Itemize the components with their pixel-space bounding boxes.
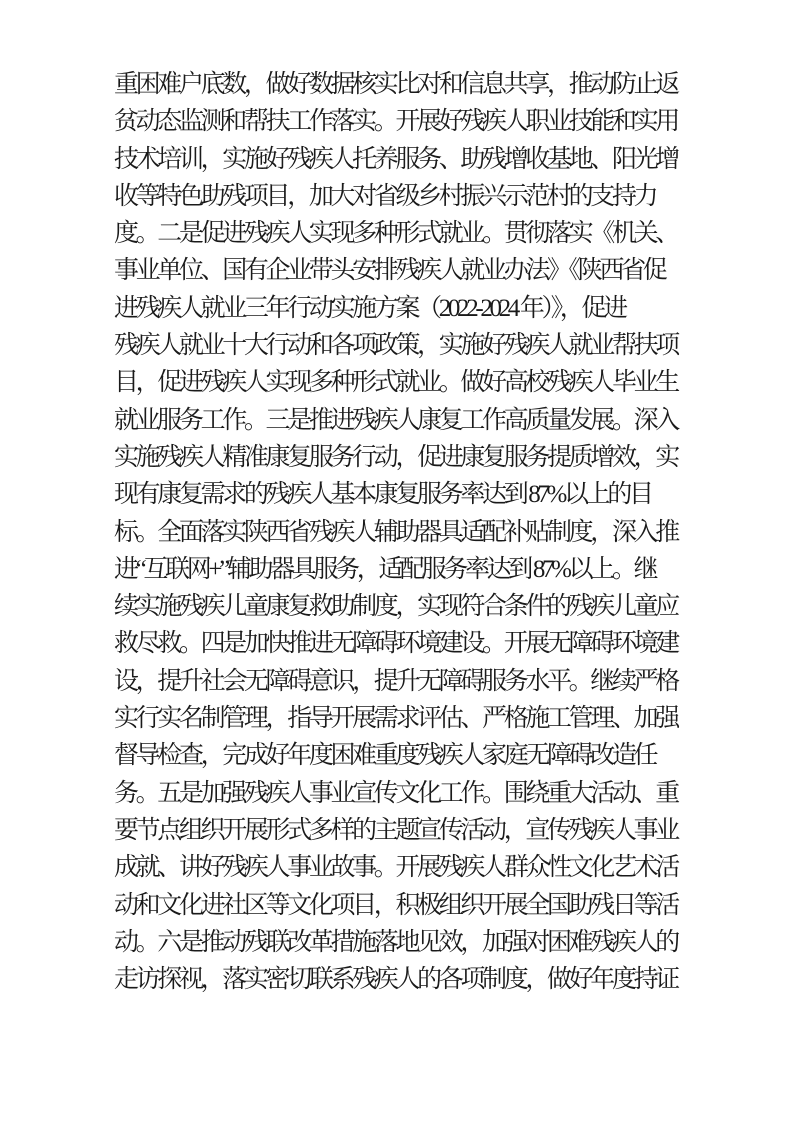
- text-line: 就业服务工作。三是推进残疾人康复工作高质量发展。深入: [114, 406, 677, 434]
- text-line: 实行实名制管理，指导开展需求评估、严格施工管理、加强: [114, 705, 677, 733]
- text-line: 现有康复需求的残疾人基本康复服务率达到 87%以上的目: [114, 481, 651, 509]
- text-line: 事业单位、国有企业带头安排残疾人就业办法》《陕西省促: [114, 257, 665, 285]
- text-line: 进残疾人就业三年行动实施方案（2022-2024 年）》，促进: [114, 294, 625, 322]
- text-line: 务。五是加强残疾人事业宣传文化工作。围绕重大活动、重: [114, 779, 677, 807]
- text-line: 督导检查，完成好年度困难重度残疾人家庭无障碍改造任: [114, 742, 656, 770]
- text-line: 标。全面落实陕西省残疾人辅助器具适配补贴制度，深入推: [114, 518, 677, 546]
- text-line: 贫动态监测和帮扶工作落实。开展好残疾人职业技能和实用: [114, 108, 677, 136]
- text-line: 动和文化进社区等文化项目，积极组织开展全国助残日等活: [114, 891, 677, 919]
- text-line: 重困难户底数，做好数据核实比对和信息共享，推动防止返: [114, 71, 677, 98]
- text-line: 成就、讲好残疾人事业故事。开展残疾人群众性文化艺术活: [114, 854, 677, 882]
- text-line: 残疾人就业十大行动和各项政策，实施好残疾人就业帮扶项: [114, 332, 677, 360]
- text-line: 走访探视，落实密切联系残疾人的各项制度，做好年度持证: [114, 966, 677, 994]
- text-line: 进“互联网+”辅助器具服务，适配服务率达到 87%以上。继: [114, 555, 656, 583]
- text-line: 收等特色助残项目，加大对省级乡村振兴示范村的支持力: [114, 182, 656, 210]
- text-line: 技术培训，实施好残疾人托养服务、助残增收基地、阳光增: [114, 145, 677, 173]
- text-line: 目，促进残疾人实现多种形式就业。做好高校残疾人毕业生: [114, 369, 677, 397]
- text-line: 续实施残疾儿童康复救助制度，实现符合条件的残疾儿童应: [114, 593, 677, 621]
- text-line: 救尽救。四是加快推进无障碍环境建设。开展无障碍环境建: [114, 630, 677, 658]
- text-line: 设，提升社会无障碍意识，提升无障碍服务水平。继续严格: [114, 667, 677, 695]
- text-line: 实施残疾人精准康复服务行动，促进康复服务提质增效，实: [114, 443, 677, 471]
- text-line: 动。六是推动残联改革措施落地见效，加强对困难残疾人的: [114, 928, 677, 956]
- body-paragraph: [114, 66, 682, 998]
- text-line: 度。二是促进残疾人实现多种形式就业。贯彻落实《机关、: [114, 220, 677, 248]
- text-line: 要节点组织开展形式多样的主题宣传活动，宣传残疾人事业: [114, 816, 677, 844]
